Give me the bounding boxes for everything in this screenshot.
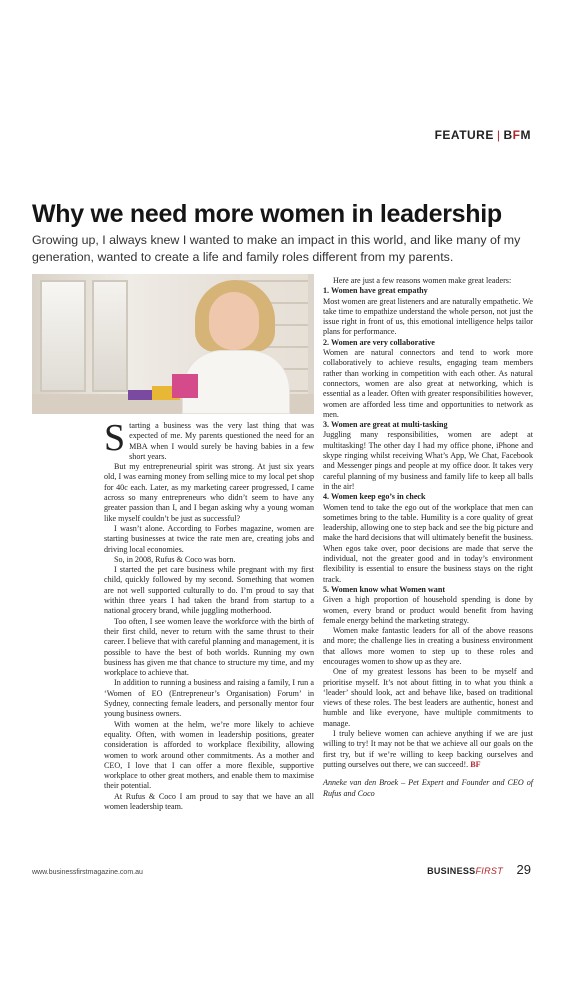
body-paragraph: I wasn’t alone. According to Forbes magazine, women are starting businesses at twice the rate men are, creating jobs and driving local economies. <box>104 523 314 554</box>
body-paragraph: Women make fantastic leaders for all of the above reasons and more; the challenge lies in creating a business environment that allows more women to step up to these roles and encourages women to show up as they are. <box>323 626 533 666</box>
reason-paragraph-3: Juggling many responsibilities, women are adept at multitasking! The other day I had my office phone, iPhone and skype ringing whilst receiving What’s App, We Chat, Facebook and Messenger pings and people at my office door. It takes very careful planning of my business and family life to keep all balls in the air! <box>323 430 533 491</box>
body-paragraph: At Rufus & Coco I am proud to say that we have an all women leadership team. <box>104 791 314 811</box>
reason-heading-3: 3. Women are great at multi-tasking <box>323 420 448 430</box>
article-title: Why we need more women in leadership <box>32 200 502 228</box>
reason-paragraph-1: Most women are great listeners and are naturally empathetic. We take time to empathize understand the whole person, not just the issue right in front of us, this emotional intelligence helps tailor plans for performance. <box>323 296 534 337</box>
end-mark: BF <box>470 759 481 769</box>
top-margin <box>0 0 563 120</box>
body-paragraph: But my entrepreneurial spirit was strong. At just six years old, I was earning money from selling mice to my local pet shop for 40c each. Later, as my marketing career progressed, I came across so many entrepreneurs who didn’t seem to have any greater passion than I, and I began asking why a young woman like myself couldn’t be just as successful? <box>104 462 314 523</box>
reason-heading-1: 1. Women have great empathy <box>323 286 428 296</box>
reason-heading-2: 2. Women are very collaborative <box>323 337 435 347</box>
reason-heading-4: 4. Women keep ego’s in check <box>323 492 426 502</box>
right-column <box>323 276 533 799</box>
reason-paragraph-4: Women tend to take the ego out of the workplace that men can sometimes bring to the table. Humility is a core quality of great leadership, allowing one to step back and see the big picture and make the hard decisions that will ultimately benefit the business. When egos take over, poor decisions are made that serve the individual, not the greater good and in today’s environment flexibility is essential to ensure the business stays on the right track. <box>323 502 533 584</box>
body-paragraph: Too often, I see women leave the workforce with the birth of their first child, never to return with the same thrust to their career. I believe that with careful planning and management, it is possible to have the best of both worlds. Running my own business has given me that chance to structure my time, and my workplace to achieve that. <box>104 616 314 678</box>
footer-url: www.businessfirstmagazine.com.au <box>32 869 143 876</box>
bottom-margin <box>0 890 563 1000</box>
reason-paragraph-2: Women are natural connectors and tend to work more collaboratively to achieve results, engaging team members rather than working in competition with each other. As natural connectors, women are also great at networking, which is essential as a leader. Often with greater responsibilities however, women are afforded less time and opportunities to network as men. <box>323 348 533 419</box>
body-paragraph: I started the pet care business while pregnant with my first child, quickly followed by my second. Something that women are not well supported culturally to do. I’m proud to say that within three years I had taken the brand from startup to a national grocery brand, while juggling motherhood. <box>104 565 314 616</box>
section-tag <box>435 128 531 142</box>
reason-heading-5: 5. Women know what Women want <box>323 584 446 594</box>
page-number: 29 <box>516 862 531 877</box>
reasons-intro: Here are just a few reasons women make great leaders: <box>333 276 512 285</box>
footer-brand-logo: BUSINESSFIRST <box>427 866 503 876</box>
closing-paragraph: I truly believe women can achieve anything if we are just willing to try! It may not be that we achieve all our goals on the first try, but if we’re willing to keep backing ourselves and putting ourselves out there, we can succeed!. BF <box>323 729 533 769</box>
body-paragraph: So, in 2008, Rufus & Coco was born. <box>114 554 236 564</box>
author-photo <box>32 274 314 414</box>
body-paragraph: One of my greatest lessons has been to be myself and prioritise myself. It’s not about fitting in to what you think a ‘leader’ should look, act and behave like, based on traditional views of these roles. The best leaders are authentic, honest and humble and like everyone, have multiple commitments to manage. <box>323 667 533 728</box>
section-separator: | <box>496 128 501 142</box>
body-paragraph: With women at the helm, we’re more likely to achieve equality. Often, with women in leadership positions, greater consideration is afforded to workplace flexibility, allowing women to work around other commitments. As a mother and CEO, I love that I can offer a more flexible, supportive workplace to other great mothers, and enable them to maximise their potential. <box>104 719 314 791</box>
author-signature: Anneke van den Broek – Pet Expert and Founder and CEO of Rufus and Coco <box>323 778 533 798</box>
brand-logo: BFM <box>503 128 531 142</box>
opening-paragraph: Starting a business was the very last thing that was expected of me. My parents questioned the need for an MBA when I would surely be having babies in a few short years. <box>104 417 314 461</box>
section-label: FEATURE <box>434 128 494 142</box>
left-column <box>104 417 314 812</box>
drop-cap: S <box>104 417 126 459</box>
article-subtitle: Growing up, I always knew I wanted to make an impact in this world, and like many of my generation, wanted to create a life and family roles different from my parents. <box>32 233 521 264</box>
body-paragraph: In addition to running a business and raising a family, I run a ‘Women of EO (Entrepreneur’s Organisation) Forum’ in Sydney, connecting female leaders, and personally mentor four young business owners. <box>104 678 314 719</box>
reason-paragraph-5: Given a high proportion of household spending is done by women, every brand or product would benefit from having female energy behind the marketing strategy. <box>323 595 533 625</box>
